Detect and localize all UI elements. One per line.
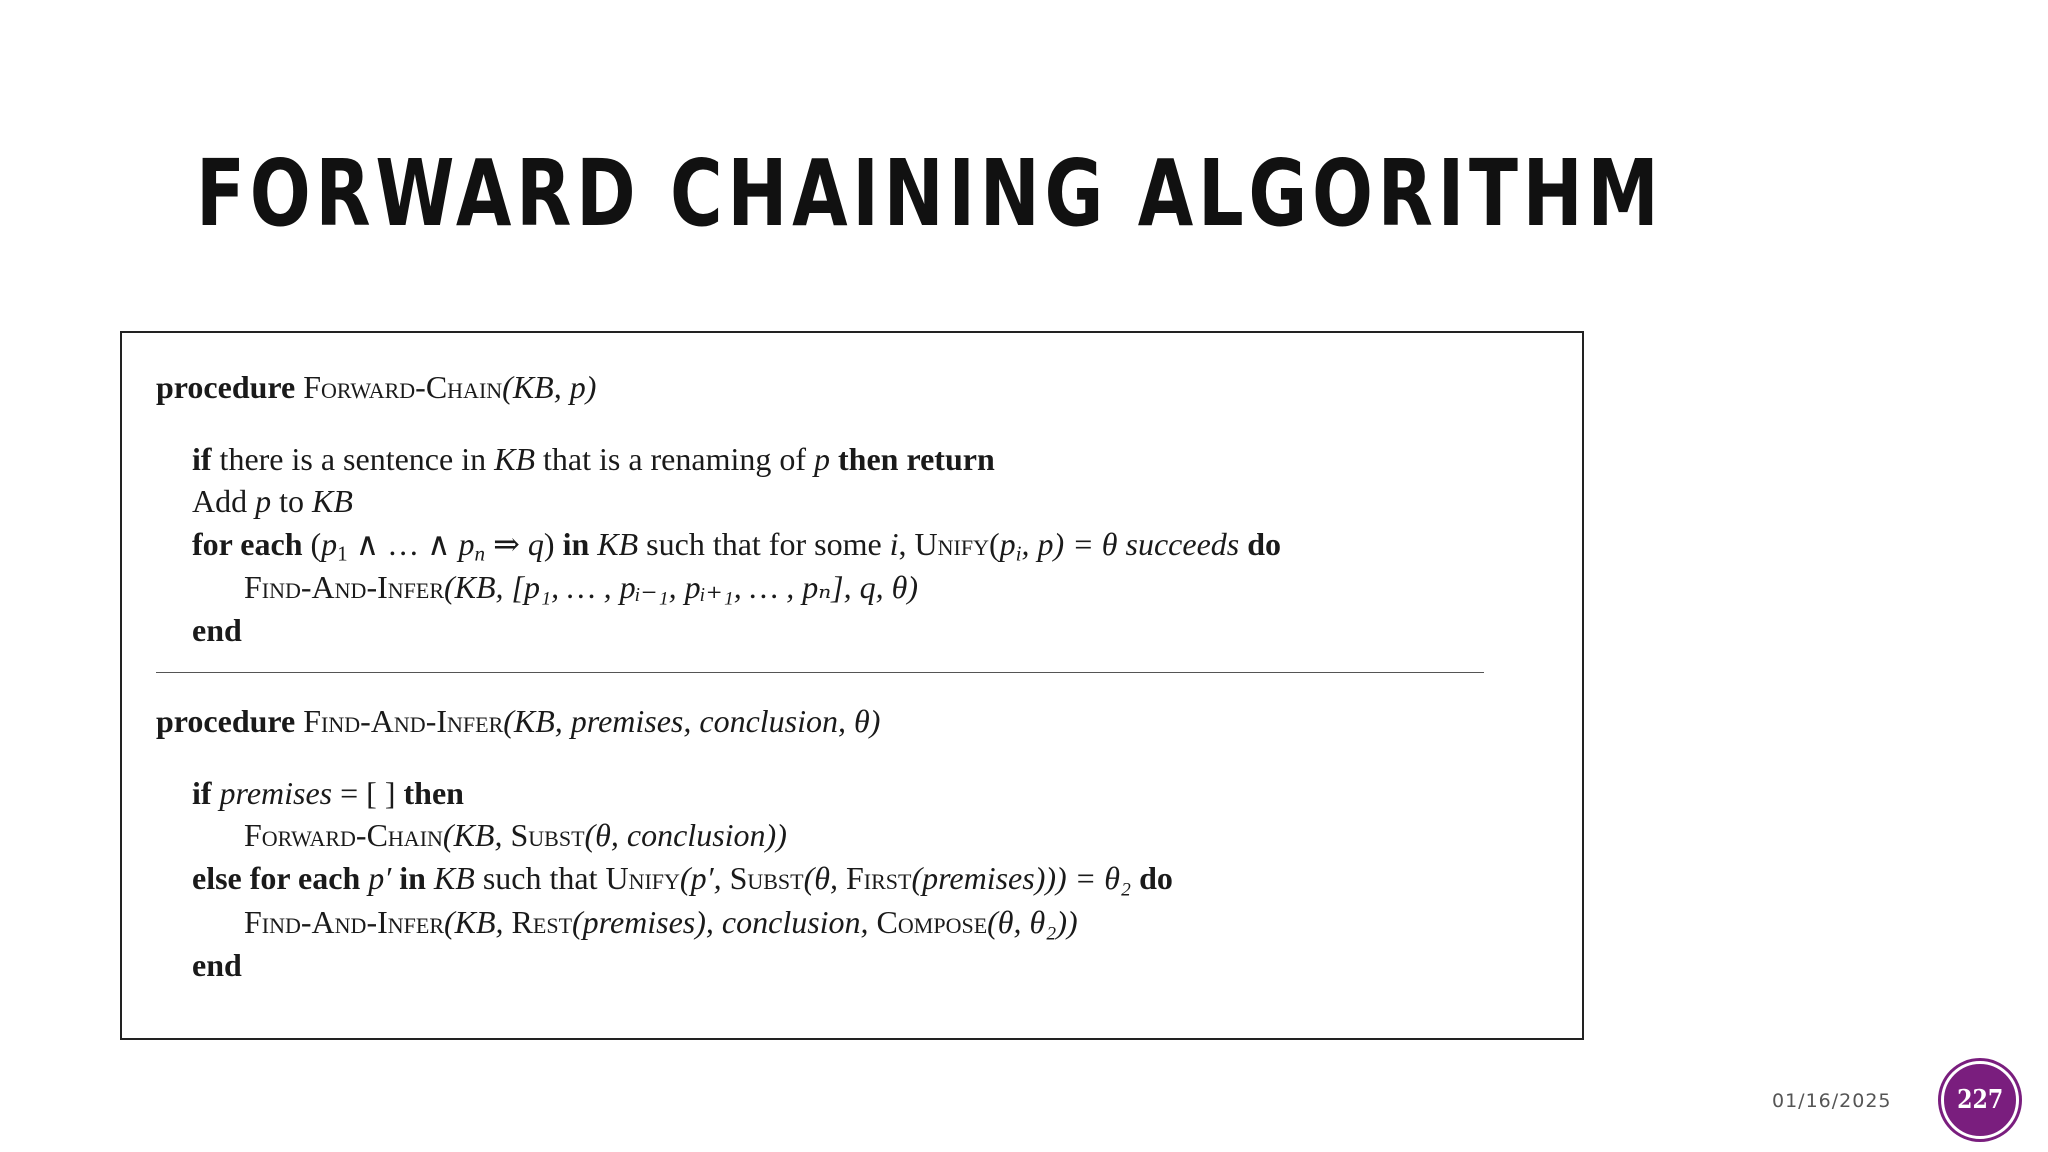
page-number-badge bbox=[1941, 1061, 2019, 1139]
fc-add-line bbox=[192, 485, 353, 517]
keyword-then: then bbox=[403, 775, 464, 811]
function-name: Compose bbox=[876, 904, 988, 940]
slide-date: 01/16/2025 bbox=[1772, 1090, 1892, 1112]
keyword-in: in bbox=[399, 860, 426, 896]
fai-recursive-call bbox=[244, 906, 1078, 938]
code-text: = [ ] bbox=[332, 775, 404, 811]
code-args: (θ, bbox=[803, 860, 846, 896]
code-var: KB bbox=[312, 483, 353, 519]
code-subscript: i bbox=[1015, 541, 1022, 566]
code-var: p bbox=[321, 526, 338, 562]
code-text: Add bbox=[192, 483, 256, 519]
code-var: KB bbox=[494, 441, 535, 477]
code-var: p bbox=[999, 526, 1016, 562]
function-name: Rest bbox=[511, 904, 573, 940]
keyword-for-each: for each bbox=[192, 526, 303, 562]
function-name: Subst bbox=[729, 860, 804, 896]
keyword-if: if bbox=[192, 775, 212, 811]
keyword-if: if bbox=[192, 441, 212, 477]
code-text: that is a renaming of bbox=[534, 441, 815, 477]
code-args: (KB, bbox=[444, 904, 512, 940]
fc-if-line bbox=[192, 443, 995, 475]
code-args: (θ, θ₂)) bbox=[987, 904, 1078, 940]
function-name: Find-And-Infer bbox=[244, 569, 444, 605]
fc-for-each-line bbox=[192, 528, 1281, 564]
fai-procedure-header bbox=[156, 705, 880, 737]
code-args: (θ, conclusion)) bbox=[584, 817, 787, 853]
code-text: ( bbox=[302, 526, 322, 562]
code-args: (premises), conclusion, bbox=[572, 904, 877, 940]
code-var: KB bbox=[589, 526, 639, 562]
fai-if-line bbox=[192, 777, 464, 809]
code-var: KB bbox=[425, 860, 475, 896]
code-text: to bbox=[271, 483, 312, 519]
code-args: (KB, [p₁, … , pᵢ₋₁, pᵢ₊₁, … , pₙ], q, θ) bbox=[444, 569, 918, 605]
algorithm-box bbox=[120, 331, 1584, 1040]
code-text: there is a sentence in bbox=[211, 441, 495, 477]
code-var: p bbox=[458, 526, 475, 562]
keyword-do: do bbox=[1247, 526, 1282, 562]
code-var: p′ bbox=[360, 860, 400, 896]
code-var: p bbox=[814, 441, 831, 477]
code-subscript: 1 bbox=[337, 541, 348, 566]
code-args: (p′, bbox=[679, 860, 730, 896]
code-var: p bbox=[255, 483, 272, 519]
procedure-params: (KB, p) bbox=[502, 369, 597, 405]
fc-procedure-header bbox=[156, 371, 596, 403]
slide-title: FORWARD CHAINING ALGORITHM bbox=[196, 140, 1664, 247]
keyword-do: do bbox=[1139, 860, 1173, 896]
fai-forward-chain-call bbox=[244, 819, 787, 851]
function-name: Find-And-Infer bbox=[244, 904, 444, 940]
keyword-in: in bbox=[562, 526, 590, 562]
code-text: , bbox=[898, 526, 915, 562]
code-text: such that for some bbox=[638, 526, 890, 562]
code-args: (KB, bbox=[442, 817, 511, 853]
fc-end-line bbox=[192, 614, 242, 646]
keyword-end: end bbox=[192, 612, 242, 648]
fc-call-line bbox=[244, 571, 918, 603]
keyword-procedure: procedure bbox=[156, 369, 296, 405]
code-text: ) bbox=[543, 526, 563, 562]
fai-else-line bbox=[192, 862, 1173, 894]
code-args: (premises))) = θ₂ bbox=[911, 860, 1140, 896]
code-var: premises bbox=[211, 775, 333, 811]
function-name: Forward-Chain bbox=[244, 817, 443, 853]
procedure-divider bbox=[156, 672, 1484, 673]
keyword-procedure: procedure bbox=[156, 703, 296, 739]
code-text: , p) = θ succeeds bbox=[1021, 526, 1248, 562]
function-name: Subst bbox=[510, 817, 585, 853]
code-subscript: n bbox=[474, 541, 486, 566]
code-text: ( bbox=[989, 526, 1000, 562]
keyword-else-for-each: else for each bbox=[192, 860, 361, 896]
function-name: Unify bbox=[605, 860, 680, 896]
function-name: First bbox=[845, 860, 912, 896]
code-var: i bbox=[889, 526, 899, 562]
implies-symbol: ⇒ bbox=[485, 526, 528, 562]
procedure-params: (KB, premises, conclusion, θ) bbox=[503, 703, 881, 739]
code-var: q bbox=[527, 526, 544, 562]
function-name: Unify bbox=[914, 526, 989, 562]
procedure-name: Forward-Chain bbox=[303, 369, 503, 405]
procedure-name: Find-And-Infer bbox=[303, 703, 504, 739]
keyword-end: end bbox=[192, 947, 242, 983]
page-number: 227 bbox=[1956, 1085, 2004, 1115]
code-text: such that bbox=[474, 860, 606, 896]
fai-end-line bbox=[192, 949, 242, 981]
code-text: ∧ … ∧ bbox=[347, 526, 459, 562]
keyword-then-return: then return bbox=[830, 441, 995, 477]
